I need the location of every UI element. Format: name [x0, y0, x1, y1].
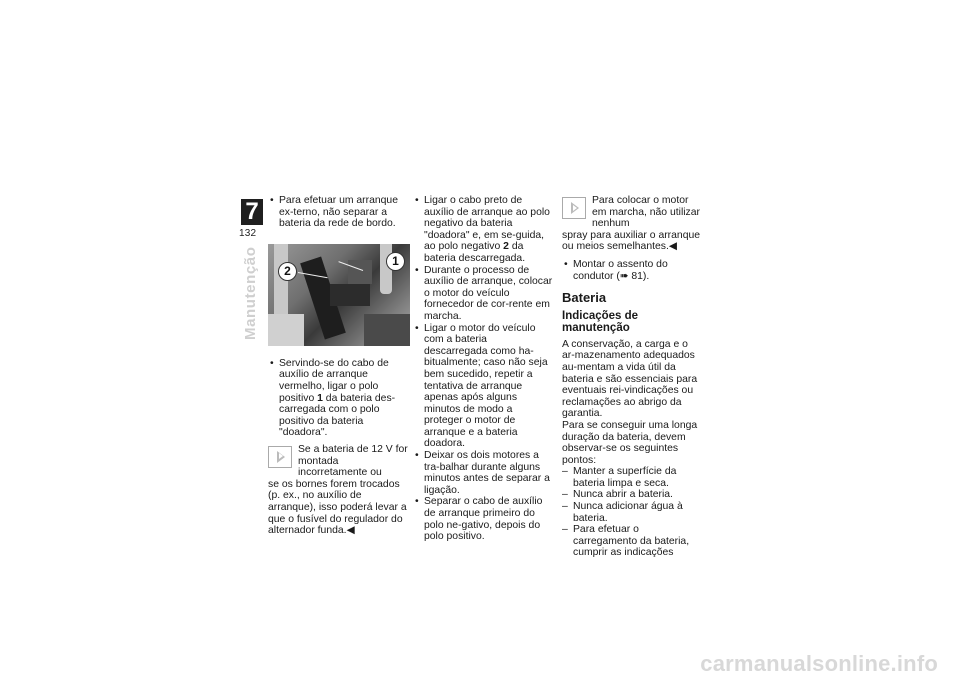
- battery-photo: [268, 244, 410, 346]
- callout-2: 2: [278, 262, 297, 281]
- list-item: • Durante o processo de auxílio de arranque, colocar o motor do veículo fornecedor de cor-rente em marcha.: [413, 265, 553, 323]
- list-item: • Para efetuar um arranque ex-terno, não separar a bateria da rede de bordo.: [268, 195, 410, 230]
- chapter-title: Manutenção: [242, 246, 259, 340]
- chapter-number: 7: [241, 199, 263, 225]
- warning-note: Se a bateria de 12 V for montada incorretamente ou se os bornes forem trocados (p. ex., no auxílio de arranque), isso poderá levar a que o fusível do regulador do alternador funda.◀: [268, 443, 408, 537]
- column-3: [562, 195, 702, 559]
- list-item: • Servindo-se do cabo de auxílio de arranque vermelho, ligar o polo positivo 1 da bateria des-carregada com o polo positivo da bateria "doadora".: [268, 358, 410, 439]
- list-item: – Manter a superfície da bateria limpa e seca.: [562, 466, 702, 489]
- list-item: • Montar o assento do condutor (➠ 81).: [562, 259, 702, 282]
- watermark: carmanualsonline.info: [700, 651, 938, 676]
- list-item: • Ligar o cabo preto de auxílio de arranque ao polo negativo da bateria "doadora" e, em se-guida, ao polo negativo 2 da bateria descarregada.: [413, 195, 553, 265]
- list-item: • Ligar o motor do veículo com a bateria descarregada como ha-bitualmente; caso não seja bem sucedido, repetir a tentativa de arranque apenas após alguns minutos de modo a proteger o motor de arranque e a bateria doadora.: [413, 323, 553, 451]
- paragraph: Para se conseguir uma longa duração da bateria, devem observar-se os seguintes pontos:: [562, 419, 698, 466]
- caution-icon: [268, 446, 292, 468]
- list-item: – Para efetuar o carregamento da bateria, cumprir as indicações: [562, 524, 702, 559]
- column-1: [268, 195, 410, 537]
- list-item: • Deixar os dois motores a tra-balhar durante alguns minutos antes de separar a ligação.: [413, 450, 553, 496]
- section-title: Bateria: [562, 290, 607, 306]
- list-item: – Nunca adicionar água à bateria.: [562, 501, 702, 524]
- list-item: – Nunca abrir a bateria.: [562, 489, 702, 501]
- callout-1: 1: [386, 252, 405, 271]
- paragraph: A conservação, a carga e o ar-mazenamento adequados au-mentam a vida útil da bateria e são essenciais para eventuais rei-vindicações ou reclamações ao abrigo da garantia.: [562, 338, 698, 420]
- caution-icon: [562, 197, 586, 219]
- warning-note: Para colocar o motor em marcha, não utilizar nenhum spray para auxiliar o arranque ou meios semelhantes.◀: [562, 195, 701, 253]
- list-item: • Separar o cabo de auxílio de arranque primeiro do polo ne-gativo, depois do polo positivo.: [413, 496, 553, 542]
- column-2: [413, 195, 553, 543]
- subsection-title: Indicações de manutenção: [562, 309, 639, 335]
- page-number: 132: [239, 228, 257, 239]
